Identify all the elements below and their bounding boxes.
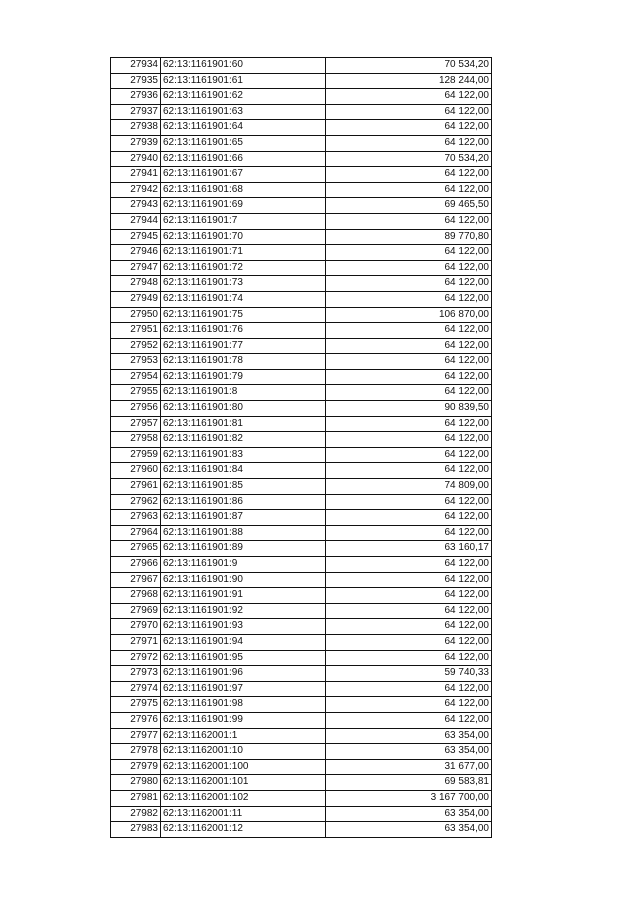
cadastral-number-cell: 62:13:1161901:85 <box>161 479 326 495</box>
row-number-cell: 27964 <box>111 525 161 541</box>
cadastral-value-cell: 90 839,50 <box>326 401 492 417</box>
cadastral-number-cell: 62:13:1161901:80 <box>161 401 326 417</box>
cadastral-number-cell: 62:13:1161901:79 <box>161 369 326 385</box>
cadastral-value-cell: 64 122,00 <box>326 245 492 261</box>
row-number-cell: 27956 <box>111 401 161 417</box>
row-number-cell: 27942 <box>111 182 161 198</box>
cadastral-number-cell: 62:13:1162001:12 <box>161 822 326 838</box>
cadastral-value-cell: 64 122,00 <box>326 416 492 432</box>
row-number-cell: 27938 <box>111 120 161 136</box>
row-number-cell: 27943 <box>111 198 161 214</box>
cadastral-number-cell: 62:13:1162001:100 <box>161 759 326 775</box>
cadastral-number-cell: 62:13:1161901:96 <box>161 666 326 682</box>
row-number-cell: 27980 <box>111 775 161 791</box>
row-number-cell: 27953 <box>111 354 161 370</box>
table-row <box>111 790 492 806</box>
cadastral-number-cell: 62:13:1161901:69 <box>161 198 326 214</box>
table-row <box>111 510 492 526</box>
cadastral-number-cell: 62:13:1161901:67 <box>161 167 326 183</box>
cadastral-value-cell: 64 122,00 <box>326 385 492 401</box>
cadastral-number-cell: 62:13:1161901:75 <box>161 307 326 323</box>
table-row <box>111 681 492 697</box>
table-row <box>111 634 492 650</box>
cadastral-value-cell: 63 354,00 <box>326 822 492 838</box>
cadastral-number-cell: 62:13:1161901:68 <box>161 182 326 198</box>
cadastral-value-cell: 64 122,00 <box>326 525 492 541</box>
row-number-cell: 27952 <box>111 338 161 354</box>
cadastral-number-cell: 62:13:1162001:102 <box>161 790 326 806</box>
row-number-cell: 27974 <box>111 681 161 697</box>
table-row <box>111 525 492 541</box>
cadastral-value-cell: 64 122,00 <box>326 260 492 276</box>
cadastral-value-cell: 64 122,00 <box>326 213 492 229</box>
cadastral-value-cell: 64 122,00 <box>326 354 492 370</box>
table-row <box>111 572 492 588</box>
table-row <box>111 479 492 495</box>
table-row <box>111 213 492 229</box>
row-number-cell: 27934 <box>111 58 161 74</box>
row-number-cell: 27944 <box>111 213 161 229</box>
cadastral-value-cell: 3 167 700,00 <box>326 790 492 806</box>
cadastral-value-cell: 64 122,00 <box>326 338 492 354</box>
cadastral-value-cell: 64 122,00 <box>326 603 492 619</box>
cadastral-number-cell: 62:13:1162001:10 <box>161 744 326 760</box>
row-number-cell: 27982 <box>111 806 161 822</box>
table-row <box>111 759 492 775</box>
table-row <box>111 291 492 307</box>
row-number-cell: 27939 <box>111 135 161 151</box>
table-row <box>111 432 492 448</box>
table-row <box>111 728 492 744</box>
row-number-cell: 27945 <box>111 229 161 245</box>
cadastral-number-cell: 62:13:1161901:81 <box>161 416 326 432</box>
row-number-cell: 27973 <box>111 666 161 682</box>
row-number-cell: 27935 <box>111 73 161 89</box>
table-row <box>111 354 492 370</box>
cadastral-value-cell: 64 122,00 <box>326 634 492 650</box>
cadastral-value-cell: 64 122,00 <box>326 463 492 479</box>
cadastral-number-cell: 62:13:1161901:61 <box>161 73 326 89</box>
cadastral-number-cell: 62:13:1161901:84 <box>161 463 326 479</box>
cadastral-value-cell: 64 122,00 <box>326 291 492 307</box>
cadastral-value-cell: 59 740,33 <box>326 666 492 682</box>
cadastral-number-cell: 62:13:1161901:82 <box>161 432 326 448</box>
table-row <box>111 323 492 339</box>
table-row <box>111 822 492 838</box>
table-row <box>111 307 492 323</box>
cadastral-number-cell: 62:13:1162001:11 <box>161 806 326 822</box>
row-number-cell: 27978 <box>111 744 161 760</box>
cadastral-number-cell: 62:13:1161901:76 <box>161 323 326 339</box>
row-number-cell: 27936 <box>111 89 161 105</box>
cadastral-number-cell: 62:13:1161901:88 <box>161 525 326 541</box>
cadastral-number-cell: 62:13:1161901:74 <box>161 291 326 307</box>
cadastral-number-cell: 62:13:1161901:66 <box>161 151 326 167</box>
table-row <box>111 619 492 635</box>
cadastral-number-cell: 62:13:1161901:72 <box>161 260 326 276</box>
cadastral-number-cell: 62:13:1161901:89 <box>161 541 326 557</box>
cadastral-value-cell: 64 122,00 <box>326 588 492 604</box>
cadastral-number-cell: 62:13:1161901:99 <box>161 712 326 728</box>
cadastral-value-cell: 64 122,00 <box>326 494 492 510</box>
cadastral-value-cell: 106 870,00 <box>326 307 492 323</box>
row-number-cell: 27946 <box>111 245 161 261</box>
table-row <box>111 588 492 604</box>
cadastral-number-cell: 62:13:1161901:92 <box>161 603 326 619</box>
cadastral-number-cell: 62:13:1162001:101 <box>161 775 326 791</box>
row-number-cell: 27951 <box>111 323 161 339</box>
cadastral-number-cell: 62:13:1161901:86 <box>161 494 326 510</box>
cadastral-number-cell: 62:13:1161901:7 <box>161 213 326 229</box>
row-number-cell: 27940 <box>111 151 161 167</box>
cadastral-number-cell: 62:13:1161901:73 <box>161 276 326 292</box>
cadastral-value-cell: 64 122,00 <box>326 369 492 385</box>
row-number-cell: 27957 <box>111 416 161 432</box>
cadastral-value-cell: 64 122,00 <box>326 432 492 448</box>
cadastral-number-cell: 62:13:1161901:9 <box>161 557 326 573</box>
table-row <box>111 104 492 120</box>
row-number-cell: 27979 <box>111 759 161 775</box>
cadastral-value-cell: 64 122,00 <box>326 681 492 697</box>
row-number-cell: 27961 <box>111 479 161 495</box>
row-number-cell: 27976 <box>111 712 161 728</box>
table-row <box>111 135 492 151</box>
cadastral-value-cell: 74 809,00 <box>326 479 492 495</box>
table-row <box>111 89 492 105</box>
table-row <box>111 806 492 822</box>
table-row <box>111 73 492 89</box>
cadastral-value-cell: 64 122,00 <box>326 447 492 463</box>
cadastral-value-cell: 89 770,80 <box>326 229 492 245</box>
row-number-cell: 27958 <box>111 432 161 448</box>
table-row <box>111 666 492 682</box>
table-row <box>111 401 492 417</box>
row-number-cell: 27963 <box>111 510 161 526</box>
table-row <box>111 385 492 401</box>
row-number-cell: 27971 <box>111 634 161 650</box>
cadastral-value-cell: 69 583,81 <box>326 775 492 791</box>
row-number-cell: 27959 <box>111 447 161 463</box>
cadastral-value-cell: 70 534,20 <box>326 58 492 74</box>
row-number-cell: 27962 <box>111 494 161 510</box>
table-row <box>111 744 492 760</box>
table-row <box>111 494 492 510</box>
row-number-cell: 27955 <box>111 385 161 401</box>
cadastral-number-cell: 62:13:1161901:64 <box>161 120 326 136</box>
cadastral-number-cell: 62:13:1161901:93 <box>161 619 326 635</box>
cadastral-value-cell: 63 354,00 <box>326 806 492 822</box>
cadastral-value-cell: 63 354,00 <box>326 744 492 760</box>
table-row <box>111 463 492 479</box>
table-row <box>111 369 492 385</box>
cadastral-value-cell: 70 534,20 <box>326 151 492 167</box>
table-row <box>111 338 492 354</box>
cadastral-number-cell: 62:13:1161901:63 <box>161 104 326 120</box>
cadastral-value-cell: 64 122,00 <box>326 697 492 713</box>
row-number-cell: 27947 <box>111 260 161 276</box>
cadastral-value-cell: 64 122,00 <box>326 323 492 339</box>
row-number-cell: 27981 <box>111 790 161 806</box>
cadastral-number-cell: 62:13:1161901:62 <box>161 89 326 105</box>
row-number-cell: 27965 <box>111 541 161 557</box>
cadastral-number-cell: 62:13:1161901:8 <box>161 385 326 401</box>
row-number-cell: 27937 <box>111 104 161 120</box>
row-number-cell: 27949 <box>111 291 161 307</box>
cadastral-number-cell: 62:13:1161901:60 <box>161 58 326 74</box>
cadastral-value-cell: 63 354,00 <box>326 728 492 744</box>
cadastral-value-cell: 64 122,00 <box>326 276 492 292</box>
table-row <box>111 276 492 292</box>
row-number-cell: 27975 <box>111 697 161 713</box>
cadastral-value-cell: 64 122,00 <box>326 104 492 120</box>
cadastral-number-cell: 62:13:1161901:94 <box>161 634 326 650</box>
cadastral-number-cell: 62:13:1161901:70 <box>161 229 326 245</box>
cadastral-number-cell: 62:13:1161901:91 <box>161 588 326 604</box>
row-number-cell: 27969 <box>111 603 161 619</box>
cadastral-value-cell: 64 122,00 <box>326 135 492 151</box>
cadastral-number-cell: 62:13:1161901:95 <box>161 650 326 666</box>
row-number-cell: 27960 <box>111 463 161 479</box>
row-number-cell: 27941 <box>111 167 161 183</box>
cadastral-value-cell: 64 122,00 <box>326 572 492 588</box>
cadastral-value-cell: 64 122,00 <box>326 557 492 573</box>
cadastral-number-cell: 62:13:1161901:98 <box>161 697 326 713</box>
cadastral-value-cell: 64 122,00 <box>326 650 492 666</box>
cadastral-number-cell: 62:13:1161901:87 <box>161 510 326 526</box>
table-row <box>111 58 492 74</box>
row-number-cell: 27966 <box>111 557 161 573</box>
cadastral-number-cell: 62:13:1161901:90 <box>161 572 326 588</box>
table-row <box>111 416 492 432</box>
cadastral-value-cell: 64 122,00 <box>326 120 492 136</box>
row-number-cell: 27948 <box>111 276 161 292</box>
cadastral-value-cell: 63 160,17 <box>326 541 492 557</box>
cadastral-value-cell: 69 465,50 <box>326 198 492 214</box>
table-row <box>111 697 492 713</box>
table-row <box>111 775 492 791</box>
table-row <box>111 167 492 183</box>
row-number-cell: 27970 <box>111 619 161 635</box>
table-row <box>111 603 492 619</box>
cadastral-number-cell: 62:13:1161901:65 <box>161 135 326 151</box>
cadastral-value-table <box>110 57 492 838</box>
cadastral-number-cell: 62:13:1161901:97 <box>161 681 326 697</box>
cadastral-number-cell: 62:13:1162001:1 <box>161 728 326 744</box>
cadastral-value-cell: 31 677,00 <box>326 759 492 775</box>
cadastral-value-cell: 64 122,00 <box>326 712 492 728</box>
table-row <box>111 198 492 214</box>
cadastral-value-cell: 64 122,00 <box>326 619 492 635</box>
table-row <box>111 447 492 463</box>
table-row <box>111 541 492 557</box>
cadastral-value-cell: 64 122,00 <box>326 182 492 198</box>
table-row <box>111 712 492 728</box>
table-row <box>111 120 492 136</box>
row-number-cell: 27972 <box>111 650 161 666</box>
table-row <box>111 557 492 573</box>
row-number-cell: 27968 <box>111 588 161 604</box>
row-number-cell: 27950 <box>111 307 161 323</box>
row-number-cell: 27954 <box>111 369 161 385</box>
table-row <box>111 650 492 666</box>
table-row <box>111 151 492 167</box>
row-number-cell: 27967 <box>111 572 161 588</box>
cadastral-value-cell: 128 244,00 <box>326 73 492 89</box>
cadastral-value-cell: 64 122,00 <box>326 167 492 183</box>
row-number-cell: 27977 <box>111 728 161 744</box>
cadastral-number-cell: 62:13:1161901:71 <box>161 245 326 261</box>
cadastral-value-cell: 64 122,00 <box>326 89 492 105</box>
table-row <box>111 229 492 245</box>
cadastral-value-cell: 64 122,00 <box>326 510 492 526</box>
table-row <box>111 245 492 261</box>
cadastral-number-cell: 62:13:1161901:77 <box>161 338 326 354</box>
table-row <box>111 260 492 276</box>
table-body <box>111 58 492 838</box>
row-number-cell: 27983 <box>111 822 161 838</box>
cadastral-number-cell: 62:13:1161901:83 <box>161 447 326 463</box>
cadastral-number-cell: 62:13:1161901:78 <box>161 354 326 370</box>
table-row <box>111 182 492 198</box>
